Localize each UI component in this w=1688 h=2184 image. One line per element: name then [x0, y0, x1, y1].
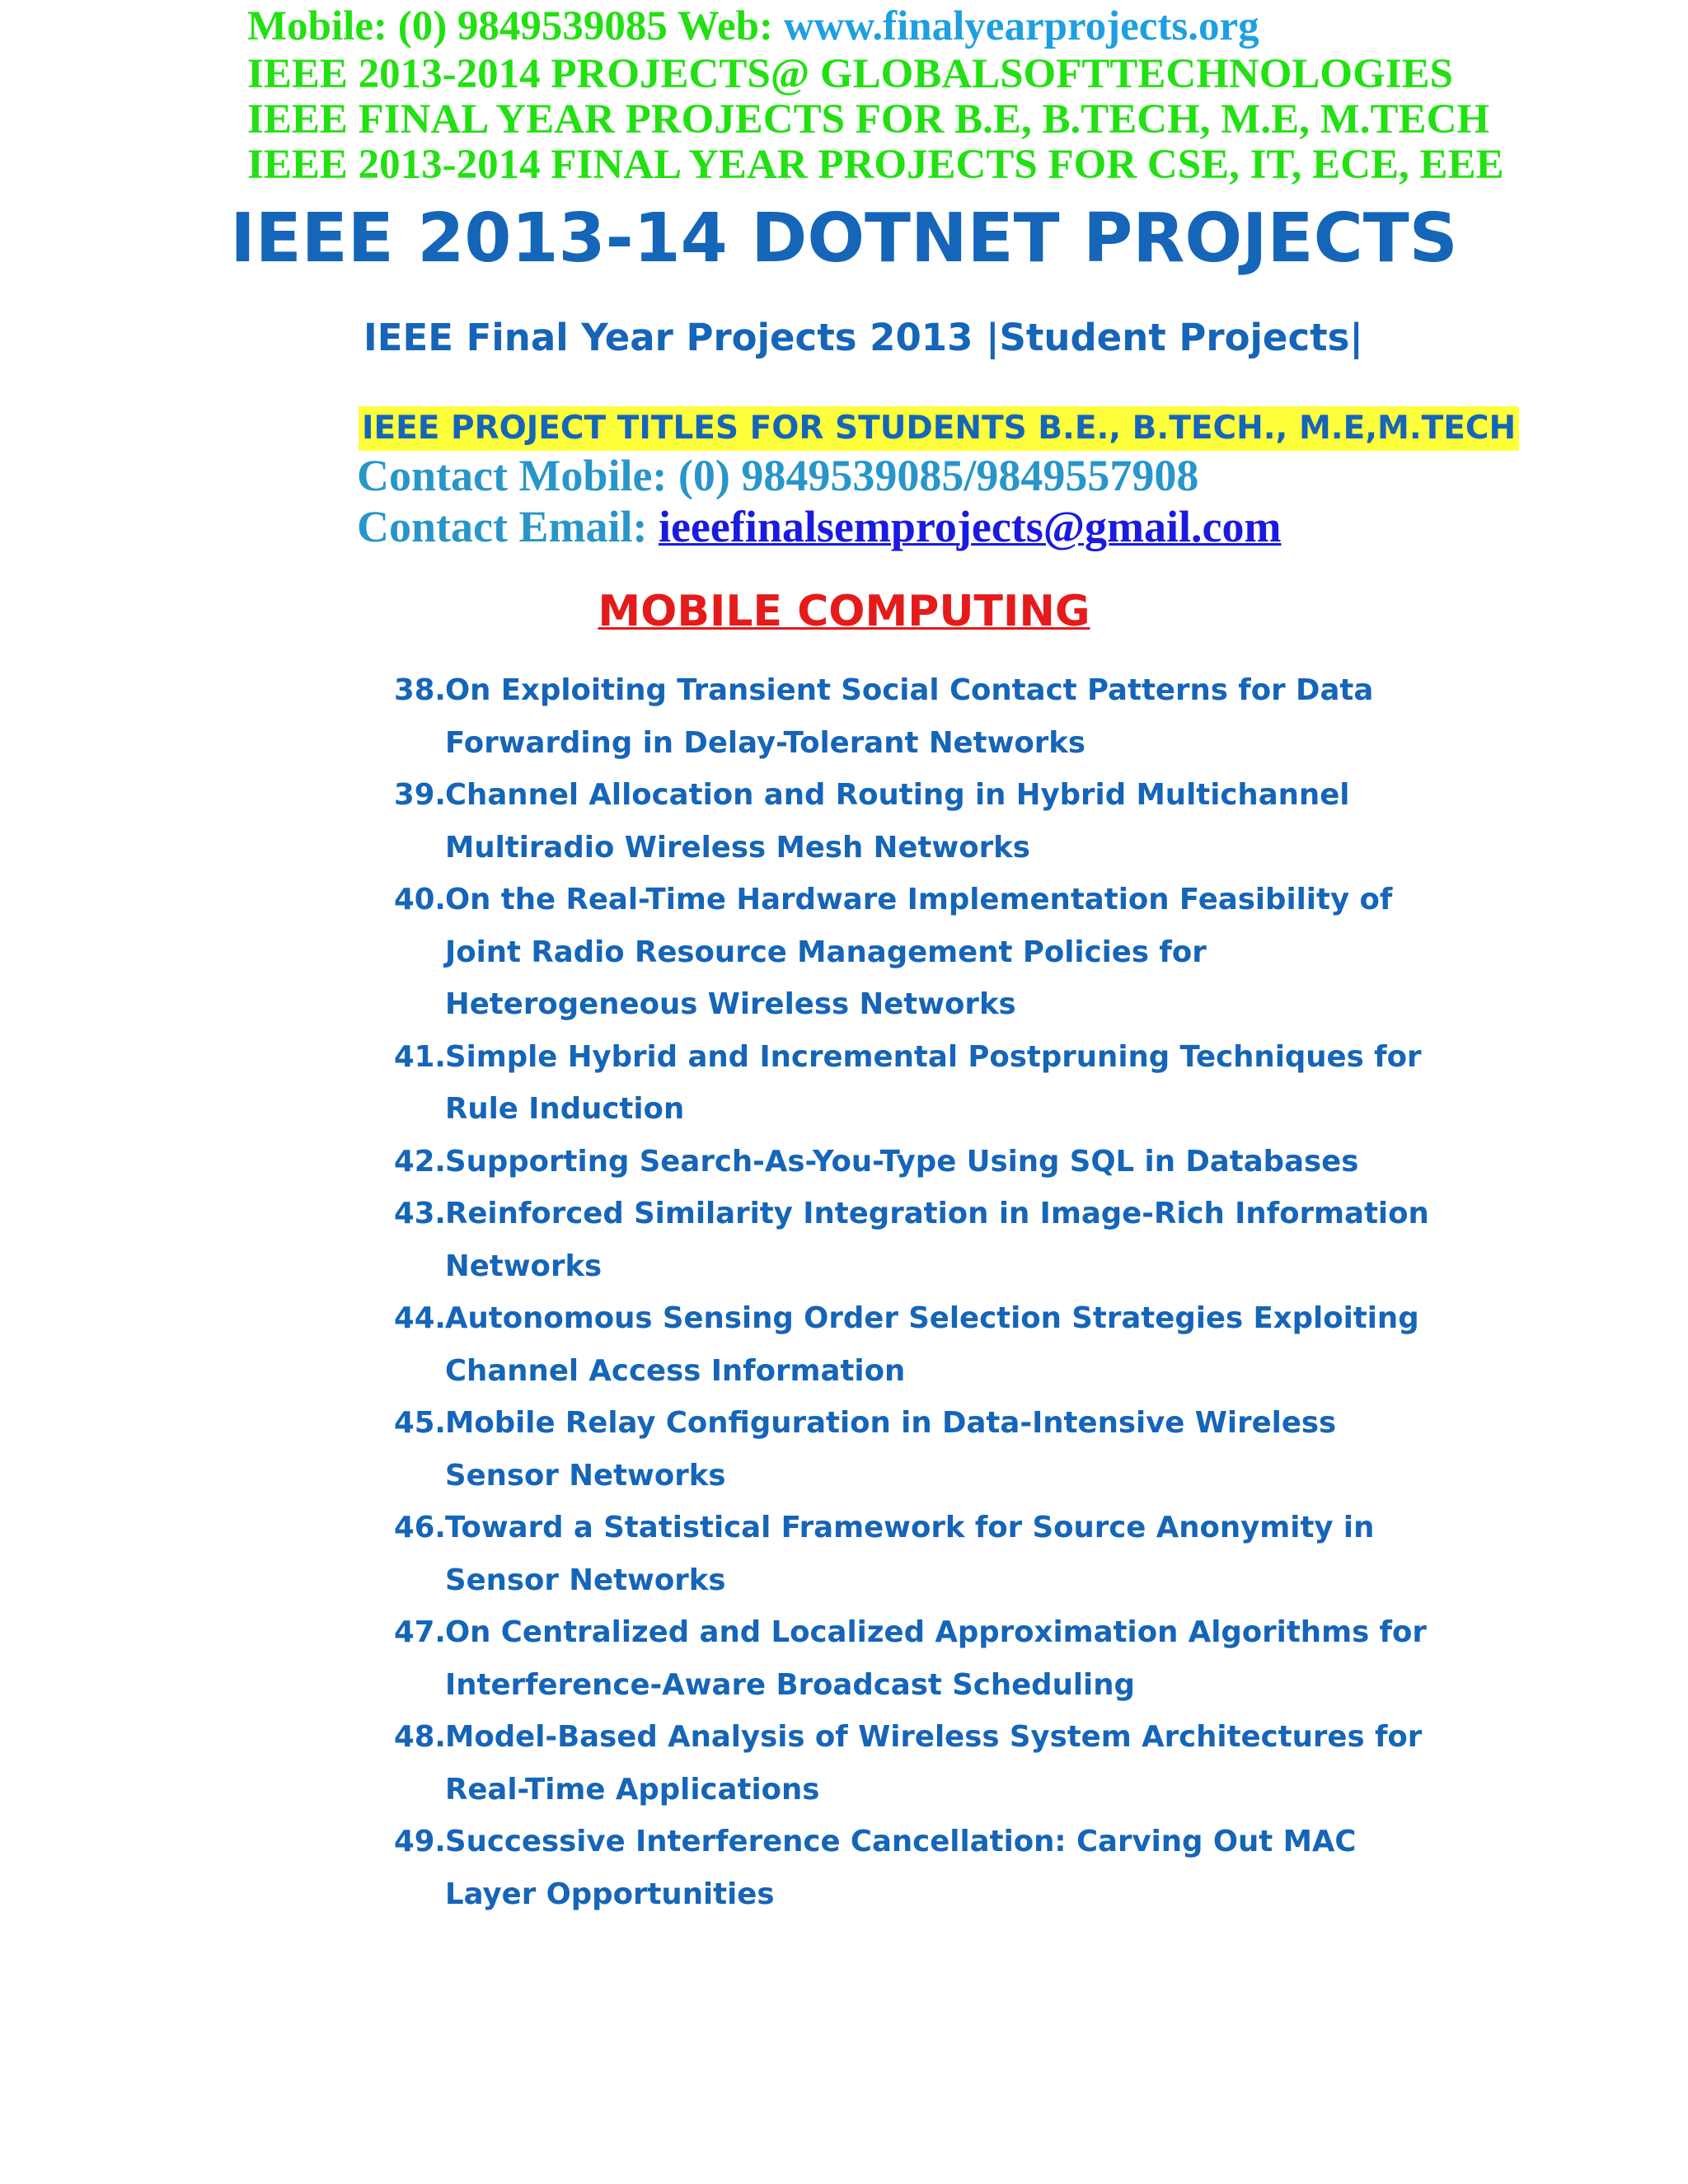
list-item [394, 664, 1449, 769]
list-item-number: 45. [394, 1406, 446, 1440]
list-item-title: Successive Interference Cancellation: Carving Out MAC Layer Opportunities [445, 1825, 1357, 1911]
list-item-number: 49. [394, 1825, 446, 1858]
contact-email-label: Contact Email: [357, 502, 648, 551]
contact-email-line [357, 501, 1281, 552]
list-item-title: Reinforced Similarity Integration in Image-Rich Information Networks [445, 1197, 1429, 1283]
list-item-title: Autonomous Sensing Order Selection Strategies Exploiting Channel Access Information [445, 1301, 1419, 1388]
list-item-number: 44. [394, 1301, 446, 1335]
header-line-2: IEEE 2013-2014 PROJECTS@ GLOBALSOFTTECHNOLOGIES [247, 51, 1453, 97]
list-item [394, 1136, 1449, 1188]
list-item-number: 48. [394, 1720, 446, 1754]
list-item-number: 47. [394, 1615, 446, 1649]
list-item-number: 46. [394, 1511, 446, 1544]
list-item-title: Supporting Search-As-You-Type Using SQL in Databases [445, 1144, 1359, 1179]
list-item-number: 38. [394, 673, 446, 707]
header-mobile-label: Mobile: (0) 9849539085 Web: [247, 3, 773, 49]
list-item-number: 41. [394, 1039, 446, 1074]
list-item [394, 769, 1449, 874]
highlighted-project-titles-line: IEEE PROJECT TITLES FOR STUDENTS B.E., B.TECH., M.E,M.TECH [359, 406, 1519, 451]
list-item-number: 40. [394, 883, 446, 916]
list-item [394, 1502, 1449, 1606]
list-item-title: On Exploiting Transient Social Contact Patterns for Data Forwarding in Delay-Tolerant Networks [445, 673, 1374, 760]
header-web-link[interactable]: www.finalyearprojects.org [783, 3, 1259, 49]
list-item [394, 1816, 1449, 1920]
contact-mobile: Contact Mobile: (0) 9849539085/9849557908 [357, 451, 1199, 500]
list-item-number: 42. [394, 1144, 446, 1179]
list-item-title: Mobile Relay Configuration in Data-Intensive Wireless Sensor Networks [445, 1406, 1337, 1493]
list-item [394, 1031, 1449, 1136]
header-mobile-web-line [247, 3, 1259, 49]
list-item-title: On Centralized and Localized Approximation Algorithms for Interference-Aware Broadcast Scheduling [445, 1615, 1427, 1702]
list-item [394, 874, 1449, 1031]
page-title: IEEE 2013-14 DOTNET PROJECTS [230, 199, 1458, 278]
list-item-number: 39. [394, 778, 446, 812]
list-item-title: Toward a Statistical Framework for Source Anonymity in Sensor Networks [445, 1511, 1375, 1597]
header-line-3: IEEE FINAL YEAR PROJECTS FOR B.E, B.TECH, M.E, M.TECH [247, 96, 1490, 143]
list-item [394, 1292, 1449, 1397]
header-line-4: IEEE 2013-2014 FINAL YEAR PROJECTS FOR CSE, IT, ECE, EEE [247, 142, 1504, 188]
list-item-number: 43. [394, 1197, 446, 1230]
list-item [394, 1606, 1449, 1711]
contact-email-link[interactable]: ieeefinalsemprojects@gmail.com [658, 502, 1282, 551]
list-item [394, 1188, 1449, 1292]
list-item [394, 1397, 1449, 1502]
page-subtitle: IEEE Final Year Projects 2013 |Student Projects| [363, 316, 1363, 359]
project-list [394, 664, 1449, 1920]
list-item [394, 1711, 1449, 1816]
list-item-title: Simple Hybrid and Incremental Postpruning Techniques for Rule Induction [445, 1039, 1422, 1126]
section-heading: MOBILE COMPUTING [598, 587, 1090, 636]
list-item-title: Model-Based Analysis of Wireless System Architectures for Real-Time Applications [445, 1720, 1423, 1807]
list-item-title: On the Real-Time Hardware Implementation Feasibility of Joint Radio Resource Management Policies for Heterogeneous Wireless Networks [445, 883, 1393, 1021]
list-item-title: Channel Allocation and Routing in Hybrid Multichannel Multiradio Wireless Mesh Networks [445, 778, 1350, 865]
